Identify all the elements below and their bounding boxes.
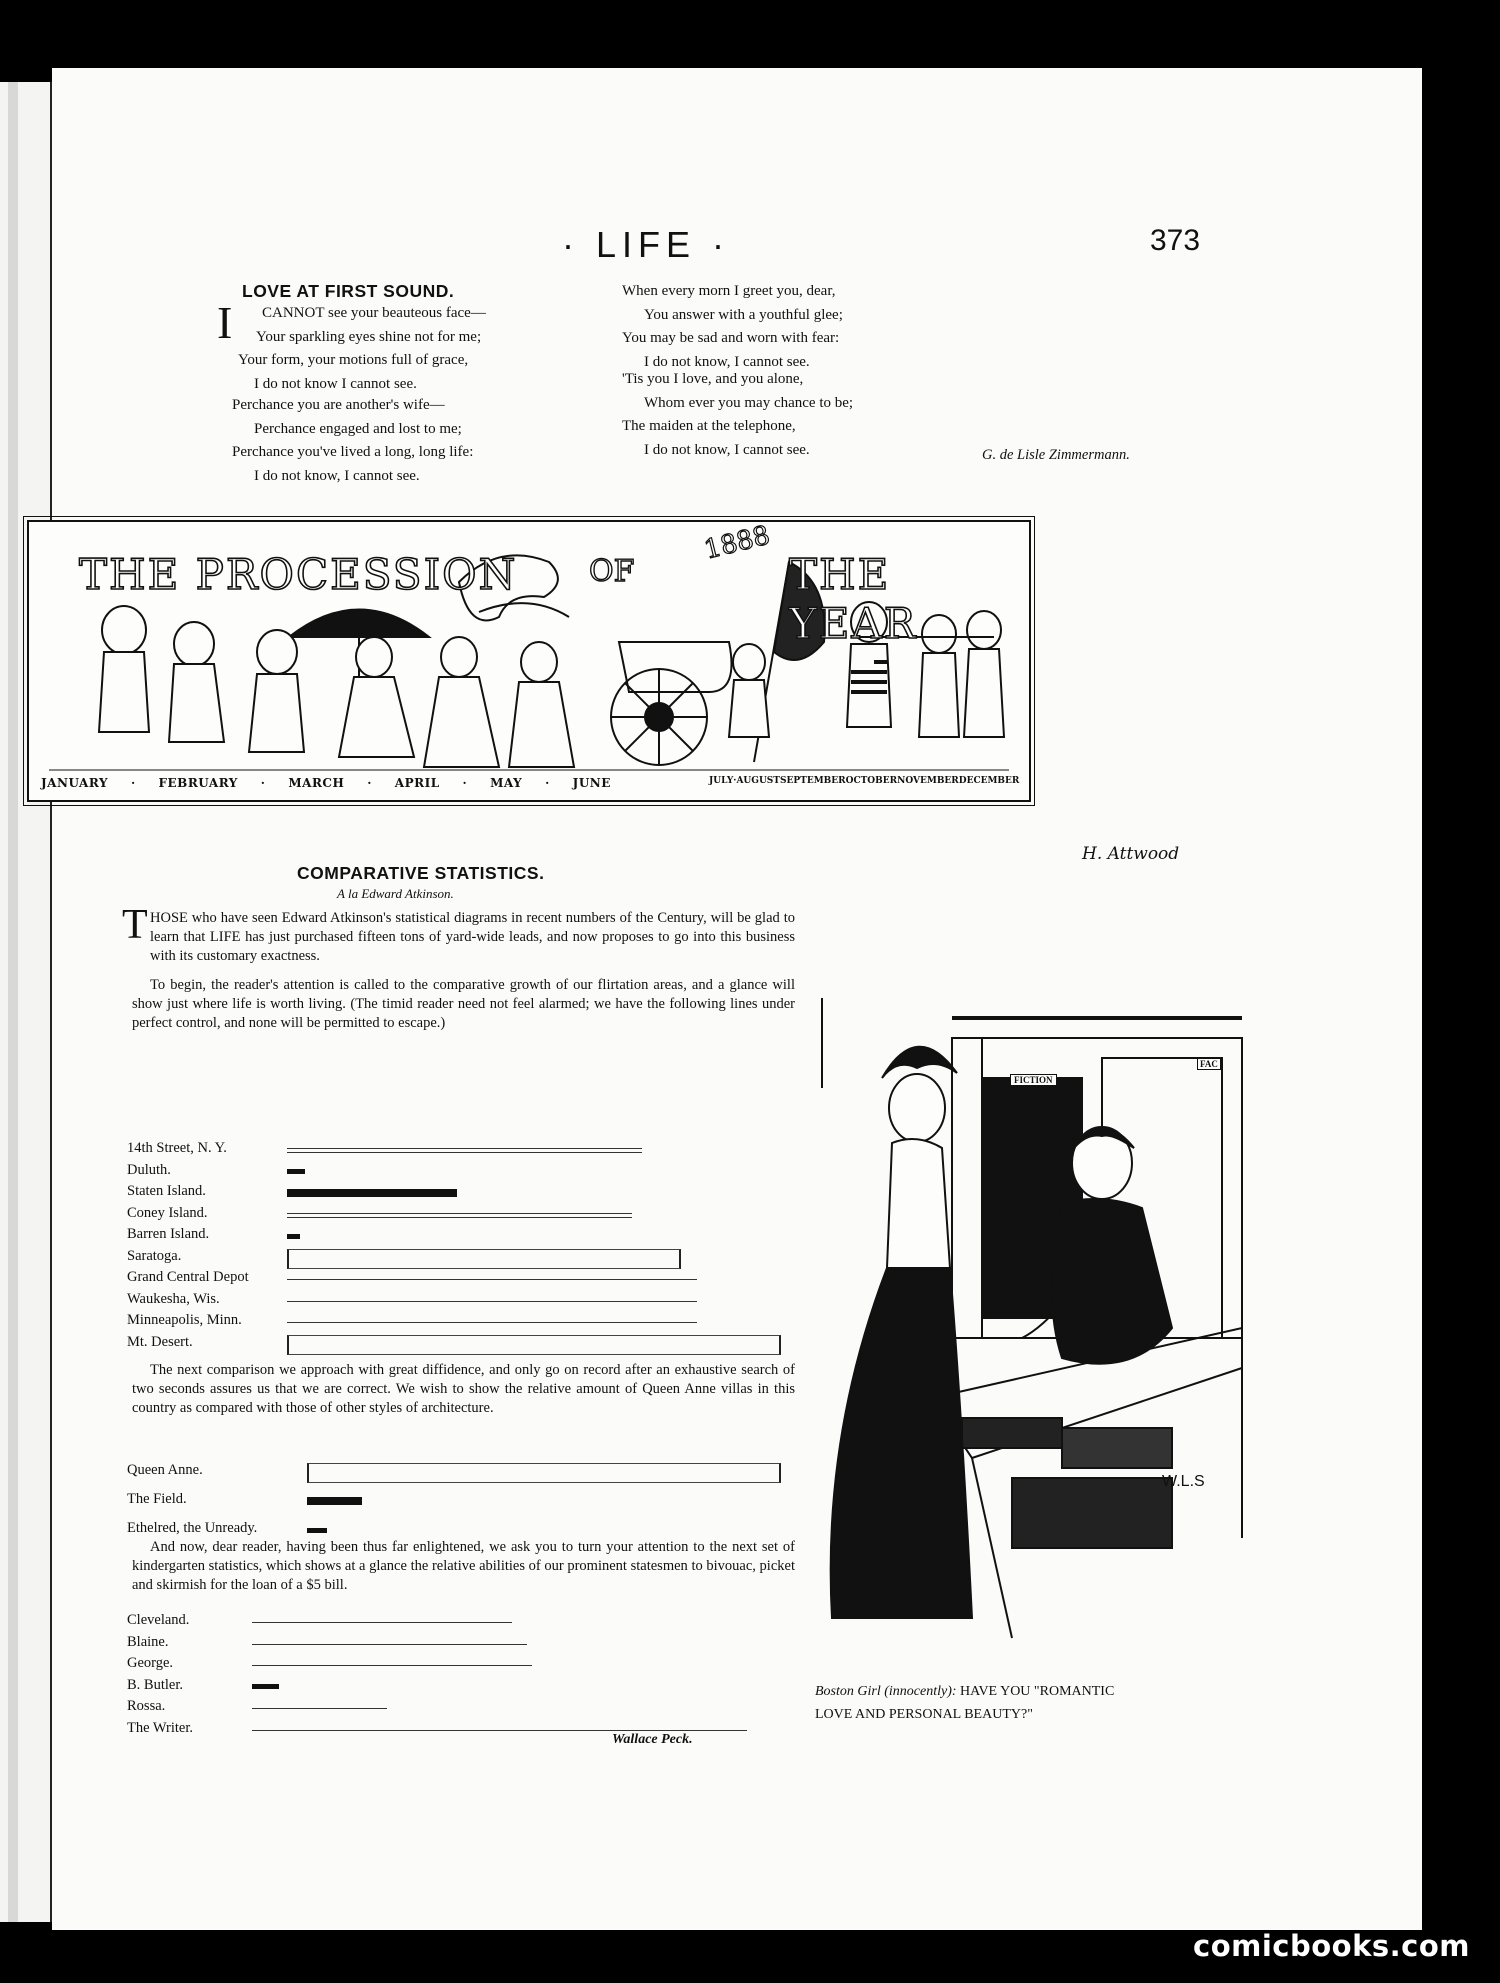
watermark-text: comicbooks.com [1193,1929,1470,1963]
shelf-label-fac: FAC [1197,1058,1221,1070]
poem-line: I do not know, I cannot see. [254,467,420,484]
chart-category-label: B. Butler. [127,1676,183,1693]
chart-category-label: Queen Anne. [127,1462,203,1478]
chart-category-label: Staten Island. [127,1183,206,1199]
procession-title-right: THE YEAR [789,550,918,648]
poem-line: The maiden at the telephone, [622,418,796,434]
procession-year: 1888 [701,520,773,566]
poem-line: You may be sad and worn with fear: [622,330,840,346]
chart-bar [252,1730,747,1731]
chart-category-label: Coney Island. [127,1204,208,1221]
chart-bar [287,1279,697,1280]
chart-bar [287,1189,457,1197]
poem-line: Your sparkling eyes shine not for me; [256,328,482,345]
article-dropcap: T [122,902,148,948]
months-row-left: JANUARY · FEBRUARY · MARCH · APRIL · MAY · JUNE [41,776,611,790]
poem-title: LOVE AT FIRST SOUND. [242,281,455,301]
banner-signature: H. Attwood [1082,844,1180,864]
poem-dropcap: I [217,297,233,348]
poem-line: You answer with a youthful glee; [644,306,843,323]
month-label: JANUARY [41,776,109,790]
poem-stanza-2 [232,394,473,488]
poem-line: I do not know I cannot see. [254,375,417,392]
chart-category-label: Ethelred, the Unready. [127,1520,258,1536]
masthead-title: · LIFE · [562,224,731,265]
month-label: MARCH [288,776,345,790]
chart-bar [287,1249,681,1269]
chart-statesmen [127,1608,797,1738]
chart-category-label: Minneapolis, Minn. [127,1312,242,1328]
month-label: FEBRUARY [158,776,238,790]
month-label: JUNE [572,776,611,790]
month-label: JULY [709,776,734,786]
months-row-right: JULY · AUGUST SEPTEMBER OCTOBER NOVEMBER DECEMBER [709,776,1020,786]
chart-category-label: 14th Street, N. Y. [127,1140,227,1156]
left-page-fold [8,82,18,1922]
poem-line: Your form, your motions full of grace, [238,352,469,368]
month-label: SEPTEMBER [780,776,846,786]
poem-stanza-3 [622,280,843,374]
chart-bar [252,1622,512,1623]
procession-title-of: OF [589,554,635,589]
illustration-drawing [812,998,1252,1658]
poem-line: 'Tis you I love, and you alone, [622,371,804,387]
chart-bar [252,1708,387,1709]
magazine-page [41,68,1422,1930]
chart-category-label: Mt. Desert. [127,1333,193,1350]
chart-category-label: George. [127,1655,174,1671]
chart-bar [287,1217,632,1218]
poem-line: Perchance you are another's wife— [232,397,445,413]
chart-flirtation-areas [127,1058,797,1358]
illustration-signature: W.L.S [1162,1473,1205,1490]
poem-line: Perchance engaged and lost to me; [254,420,462,437]
chart-bar [287,1234,300,1239]
month-label: MAY [490,776,523,790]
month-label: APRIL [394,776,440,790]
chart-bar [307,1528,327,1533]
chart-category-label: The Field. [127,1491,187,1507]
chart-category-label: Barren Island. [127,1226,210,1242]
caption-speaker: Boston Girl (innocently): [815,1684,957,1699]
article-subtitle: A la Edward Atkinson. [337,886,454,901]
procession-banner [27,520,1031,802]
chart-bar [252,1684,279,1689]
chart-bar [287,1152,642,1153]
chart-bar [252,1665,532,1666]
chart-bar [287,1148,642,1149]
chart-category-label: Cleveland. [127,1612,190,1628]
poem-line: Perchance you've lived a long, long life: [232,444,474,460]
chart-category-label: Blaine. [127,1633,169,1650]
article-title: COMPARATIVE STATISTICS. [297,863,545,883]
chart-category-label: The Writer. [127,1719,193,1736]
chart-category-label: Waukesha, Wis. [127,1290,220,1307]
poem-stanza-1 [230,302,486,396]
chart-category-label: Saratoga. [127,1247,182,1264]
chart-category-label: Rossa. [127,1698,166,1714]
month-label: AUGUST [736,776,781,786]
procession-title-left: THE PROCESSION [79,550,518,599]
poem-line: When every morn I greet you, dear, [622,283,836,299]
article-paragraph-1: HOSE who have seen Edward Atkinson's statistical diagrams in recent numbers of the Century, will be glad to learn that LIFE has just purchased fifteen tons of yard-wide leads, and now proposes to go into this business with its customary exactness. [150,910,795,964]
poem-line: CANNOT see your beauteous face— [262,305,486,321]
chart-bar [287,1335,781,1355]
poem-line: I do not know, I cannot see. [644,353,810,370]
article-paragraph-4: And now, dear reader, having been thus far enlightened, we ask you to turn your attention to the next set of kindergarten statistics, which shows at a glance the relative abilities of our prominent statesmen to bivouac, picket and skirmish for the loan of a $5 bill. [132,1539,795,1593]
illustration-caption [815,1680,1235,1726]
chart-queen-anne [127,1453,797,1543]
article-author: Wallace Peck. [612,1732,693,1747]
poem-line: Whom ever you may chance to be; [644,394,854,411]
month-label: OCTOBER [845,776,898,786]
chart-category-label: Duluth. [127,1161,171,1178]
chart-bar [287,1301,697,1302]
month-label: DECEMBER [958,776,1020,786]
poem-stanza-4 [622,368,853,462]
chart-bar [287,1213,632,1214]
boston-girl-illustration [812,998,1252,1658]
chart-bar [252,1644,527,1645]
caption-line-1: HAVE YOU "ROMANTIC [960,1684,1115,1699]
shelf-label-fiction: FICTION [1010,1074,1057,1086]
chart-bar [307,1497,362,1505]
page-number: 373 [1150,224,1201,257]
article-paragraph-2: To begin, the reader's attention is called to the comparative growth of our flirtation areas, and a glance will show just where life is worth living. (The timid reader need not feel alarmed; we have the following lines under perfect control, and none will be permitted to escape.) [132,977,795,1031]
poem-author: G. de Lisle Zimmermann. [982,447,1130,463]
caption-line-2: LOVE AND PERSONAL BEAUTY?" [815,1707,1033,1722]
chart-category-label: Grand Central Depot [127,1269,249,1285]
poem-line: I do not know, I cannot see. [644,441,810,458]
chart-bar [287,1169,305,1174]
article-paragraph-3: The next comparison we approach with great diffidence, and only go on record after an exhaustive search of two seconds assures us that we are correct. We wish to show the relative amount of Queen Anne villas in this country as compared with those of other styles of architecture. [132,1362,795,1416]
chart-bar [287,1322,697,1323]
month-label: NOVEMBER [897,776,959,786]
chart-bar [307,1463,781,1483]
